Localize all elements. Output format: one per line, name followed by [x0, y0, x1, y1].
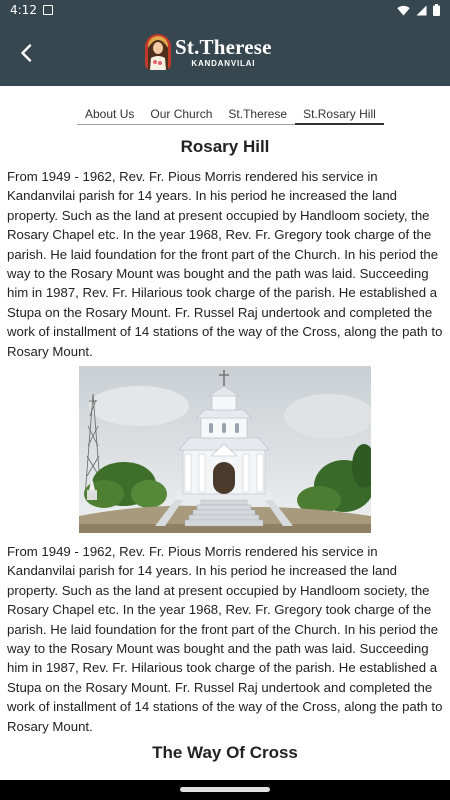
tab-bar	[77, 103, 384, 125]
home-handle[interactable]	[180, 787, 270, 792]
page-title: Rosary Hill	[180, 137, 270, 156]
logo-subtitle: KANDANVILAI	[191, 58, 256, 68]
notification-icon	[43, 5, 53, 15]
status-bar	[0, 0, 450, 20]
status-time: 4:12	[10, 3, 37, 17]
paragraph-intro: From 1949 - 1962, Rev. Fr. Pious Morris rendered his service in Kandanvilai parish for 14 years. In his period he increased the land property. Such as the land at present occupied by Handloom society, the Rosary Chapel etc. In the year 1968, Rev. Fr. Gregory took charge of the parish. He laid foundation for the front part of the Church. In his period the way to the Rosary Mount was bought and the path was laid. Succeeding him in 1987, Rev. Fr. Hilarious took charge of the parish. He established a Stupa on the Rosary Mount. Fr. Russel Raj undertook and completed the work of installment of 14 stations of the way of the Cross, along the path to Rosary Mount.	[7, 169, 443, 359]
logo-text	[175, 34, 272, 68]
tab-about-us[interactable]: About Us	[85, 107, 135, 121]
wifi-icon	[397, 5, 410, 16]
tab-st-therese[interactable]: St.Therese	[228, 107, 288, 121]
paragraph-repeat: From 1949 - 1962, Rev. Fr. Pious Morris rendered his service in Kandanvilai parish for 14 years. In his period he increased the land property. Such as the land at present occupied by Handloom society, the Rosary Chapel etc. In the year 1968, Rev. Fr. Gregory took charge of the parish. He laid foundation for the front part of the Church. In his period the way to the Rosary Mount was bought and the path was laid. Succeeding him in 1987, Rev. Fr. Hilarious took charge of the parish. He established a Stupa on the Rosary Mount. Fr. Russel Raj undertook and completed the work of installment of 14 stations of the way of the Cross, along the path to Rosary Mount.	[7, 544, 443, 734]
church-photo	[79, 366, 371, 533]
section-title-way-of-cross: The Way Of Cross	[152, 743, 298, 762]
app-bar	[0, 20, 450, 86]
tab-st-rosary-hill[interactable]: St.Rosary Hill	[295, 103, 384, 125]
logo-title: St.Therese	[175, 34, 272, 59]
arrow-back-icon	[19, 44, 33, 62]
back-button[interactable]	[0, 20, 52, 86]
app-logo	[145, 34, 272, 70]
signal-icon	[416, 5, 427, 16]
content-scroll[interactable]	[0, 86, 450, 780]
battery-icon	[433, 4, 440, 16]
tab-our-church[interactable]: Our Church	[150, 107, 213, 121]
status-icons	[397, 4, 440, 16]
st-therese-avatar	[145, 34, 171, 70]
navigation-bar	[0, 780, 450, 800]
